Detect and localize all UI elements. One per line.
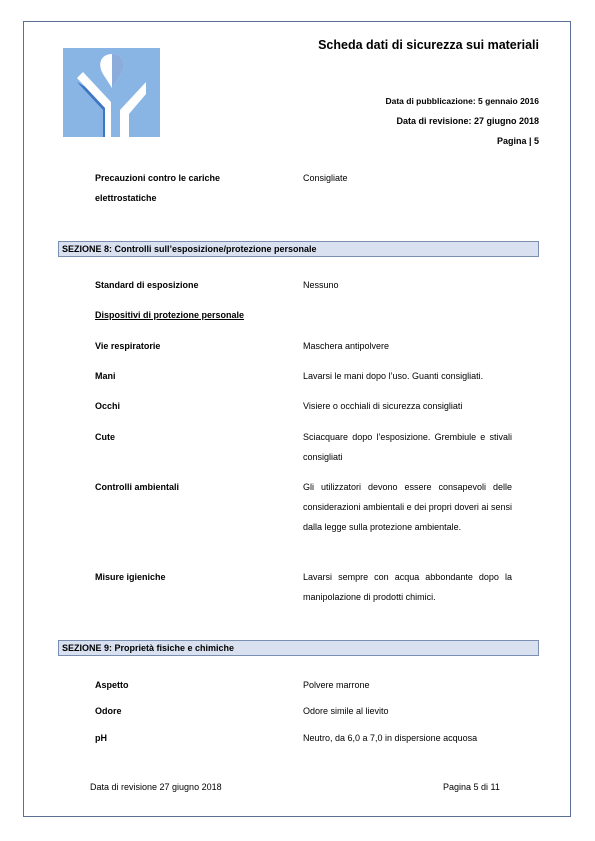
row-value: Gli utilizzatori devono essere consapevoli delle considerazioni ambientali e dei propri doveri ai sensi dalla legge sulla protezione ambientale. [303, 482, 512, 532]
revision-date: Data di revisione: 27 giugno 2018 [396, 116, 539, 126]
footer-revision: Data di revisione 27 giugno 2018 [90, 782, 222, 792]
row-value: Maschera antipolvere [303, 341, 390, 351]
row-label: Mani [95, 371, 116, 381]
row-value: Polvere marrone [303, 680, 370, 690]
dispositivi-heading: Dispositivi di protezione personale [95, 310, 245, 320]
company-logo [63, 48, 160, 137]
publication-date: Data di pubblicazione: 5 gennaio 2016 [385, 96, 539, 106]
row-label: Odore [95, 706, 122, 716]
footer-page: Pagina 5 di 11 [443, 782, 500, 792]
section-8-header: SEZIONE 8: Controlli sull’esposizione/protezione personale [58, 241, 539, 257]
row-label: Precauzioni contro le cariche elettrostatiche [95, 173, 221, 203]
row-value: Neutro, da 6,0 a 7,0 in dispersione acquosa [303, 733, 478, 743]
document-title: Scheda dati di sicurezza sui materiali [318, 38, 539, 52]
row-value: Lavarsi le mani dopo l’uso. Guanti consigliati. [303, 371, 484, 381]
page-number: Pagina | 5 [496, 136, 539, 146]
row-value: Consigliate [303, 173, 348, 183]
section-9-header: SEZIONE 9: Proprietà fisiche e chimiche [58, 640, 539, 656]
row-label: Standard di esposizione [95, 280, 199, 290]
row-value: Odore simile al lievito [303, 706, 389, 716]
row-label: pH [95, 733, 107, 743]
row-label: Vie respiratorie [95, 341, 161, 351]
row-label: Misure igieniche [95, 572, 166, 582]
row-value: Lavarsi sempre con acqua abbondante dopo la manipolazione di prodotti chimici. [303, 572, 512, 602]
row-value: Nessuno [303, 280, 339, 290]
row-label: Occhi [95, 401, 121, 411]
row-label: Aspetto [95, 680, 129, 690]
row-label: Controlli ambientali [95, 482, 180, 492]
row-label: Cute [95, 432, 115, 442]
row-value: Sciacquare dopo l’esposizione. Grembiule e stivali consigliati [303, 432, 512, 462]
row-value: Visiere o occhiali di sicurezza consigliati [303, 401, 463, 411]
